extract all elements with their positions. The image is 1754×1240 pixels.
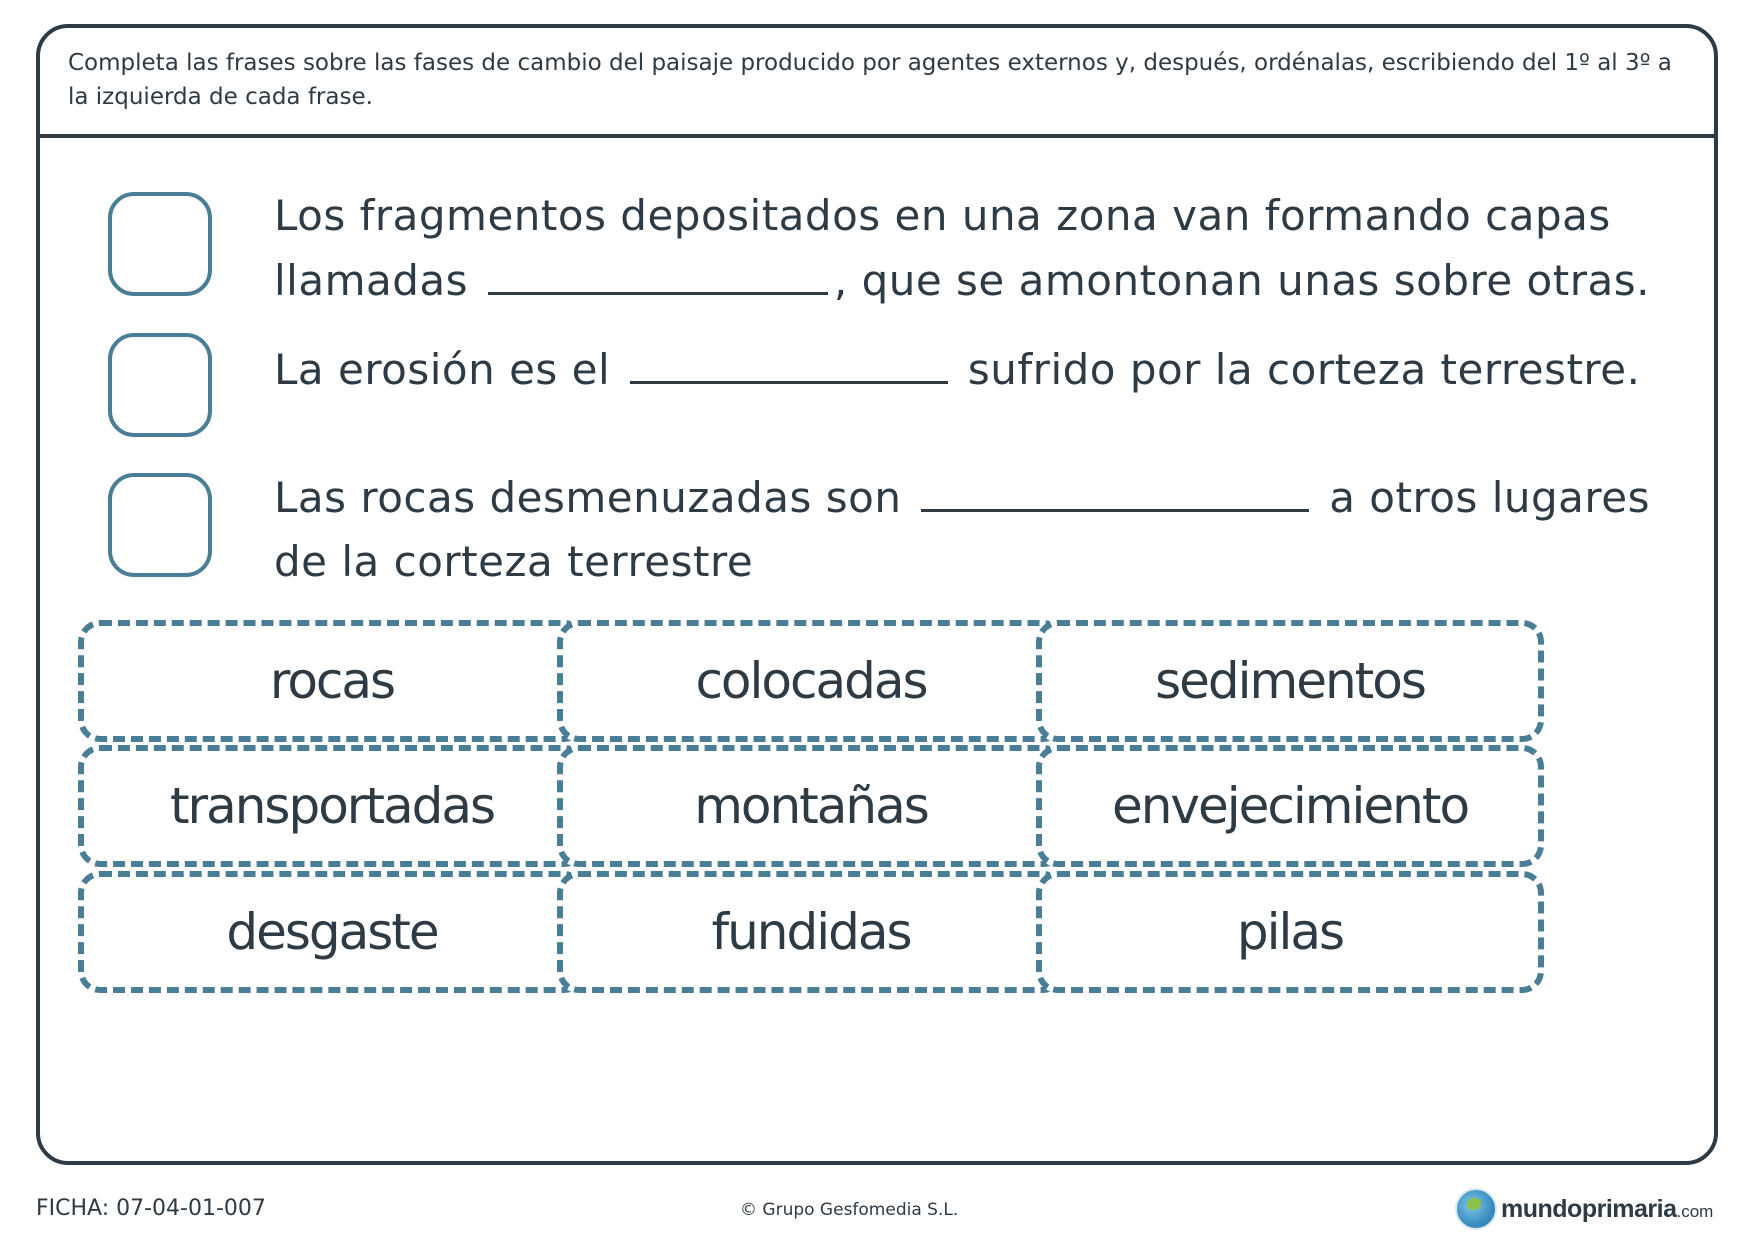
order-box-2[interactable] [108, 333, 212, 437]
word-card-transportadas[interactable]: transportadas [78, 745, 586, 867]
site-logo[interactable] [1455, 1188, 1713, 1230]
order-box-3[interactable] [108, 473, 212, 577]
word-card-desgaste[interactable]: desgaste [78, 871, 586, 993]
answer-blank-3[interactable] [921, 465, 1309, 512]
word-card-pilas[interactable]: pilas [1036, 871, 1544, 993]
sentence-2-text: La erosión es el sufrido por la corteza terrestre. [274, 337, 1694, 402]
instructions: Completa las frases sobre las fases de cambio del paisaje producido por agentes externos y, después, ordénalas, escribiendo del 1º al 3º a la izquierda de cada frase. [40, 28, 1714, 138]
answer-blank-1[interactable] [488, 248, 828, 295]
word-card-sedimentos[interactable]: sedimentos [1036, 620, 1544, 742]
worksheet-code: FICHA: 07-04-01-007 [36, 1196, 266, 1221]
logo-tld: .com [1676, 1202, 1714, 1221]
sentence-3-text: Las rocas desmenuzadas son a otros lugares de la corteza terrestre [274, 465, 1694, 594]
answer-blank-2[interactable] [630, 337, 948, 384]
copyright-text: © Grupo Gesfomedia S.L. [740, 1200, 959, 1220]
sentence-1-text: Los fragmentos depositados en una zona van formando capas llamadas , que se amontonan unas sobre otras. [274, 191, 1650, 305]
word-card-colocadas[interactable]: colocadas [557, 620, 1065, 742]
worksheet [36, 24, 1718, 1165]
word-card-fundidas[interactable]: fundidas [557, 871, 1065, 993]
word-card-envejecimiento[interactable]: envejecimiento [1036, 745, 1544, 867]
logo-name: mundoprimaria [1501, 1194, 1677, 1223]
globe-icon [1455, 1188, 1497, 1230]
word-card-rocas[interactable]: rocas [78, 620, 586, 742]
order-box-1[interactable] [108, 192, 212, 296]
word-card-montanas[interactable]: montañas [557, 745, 1065, 867]
